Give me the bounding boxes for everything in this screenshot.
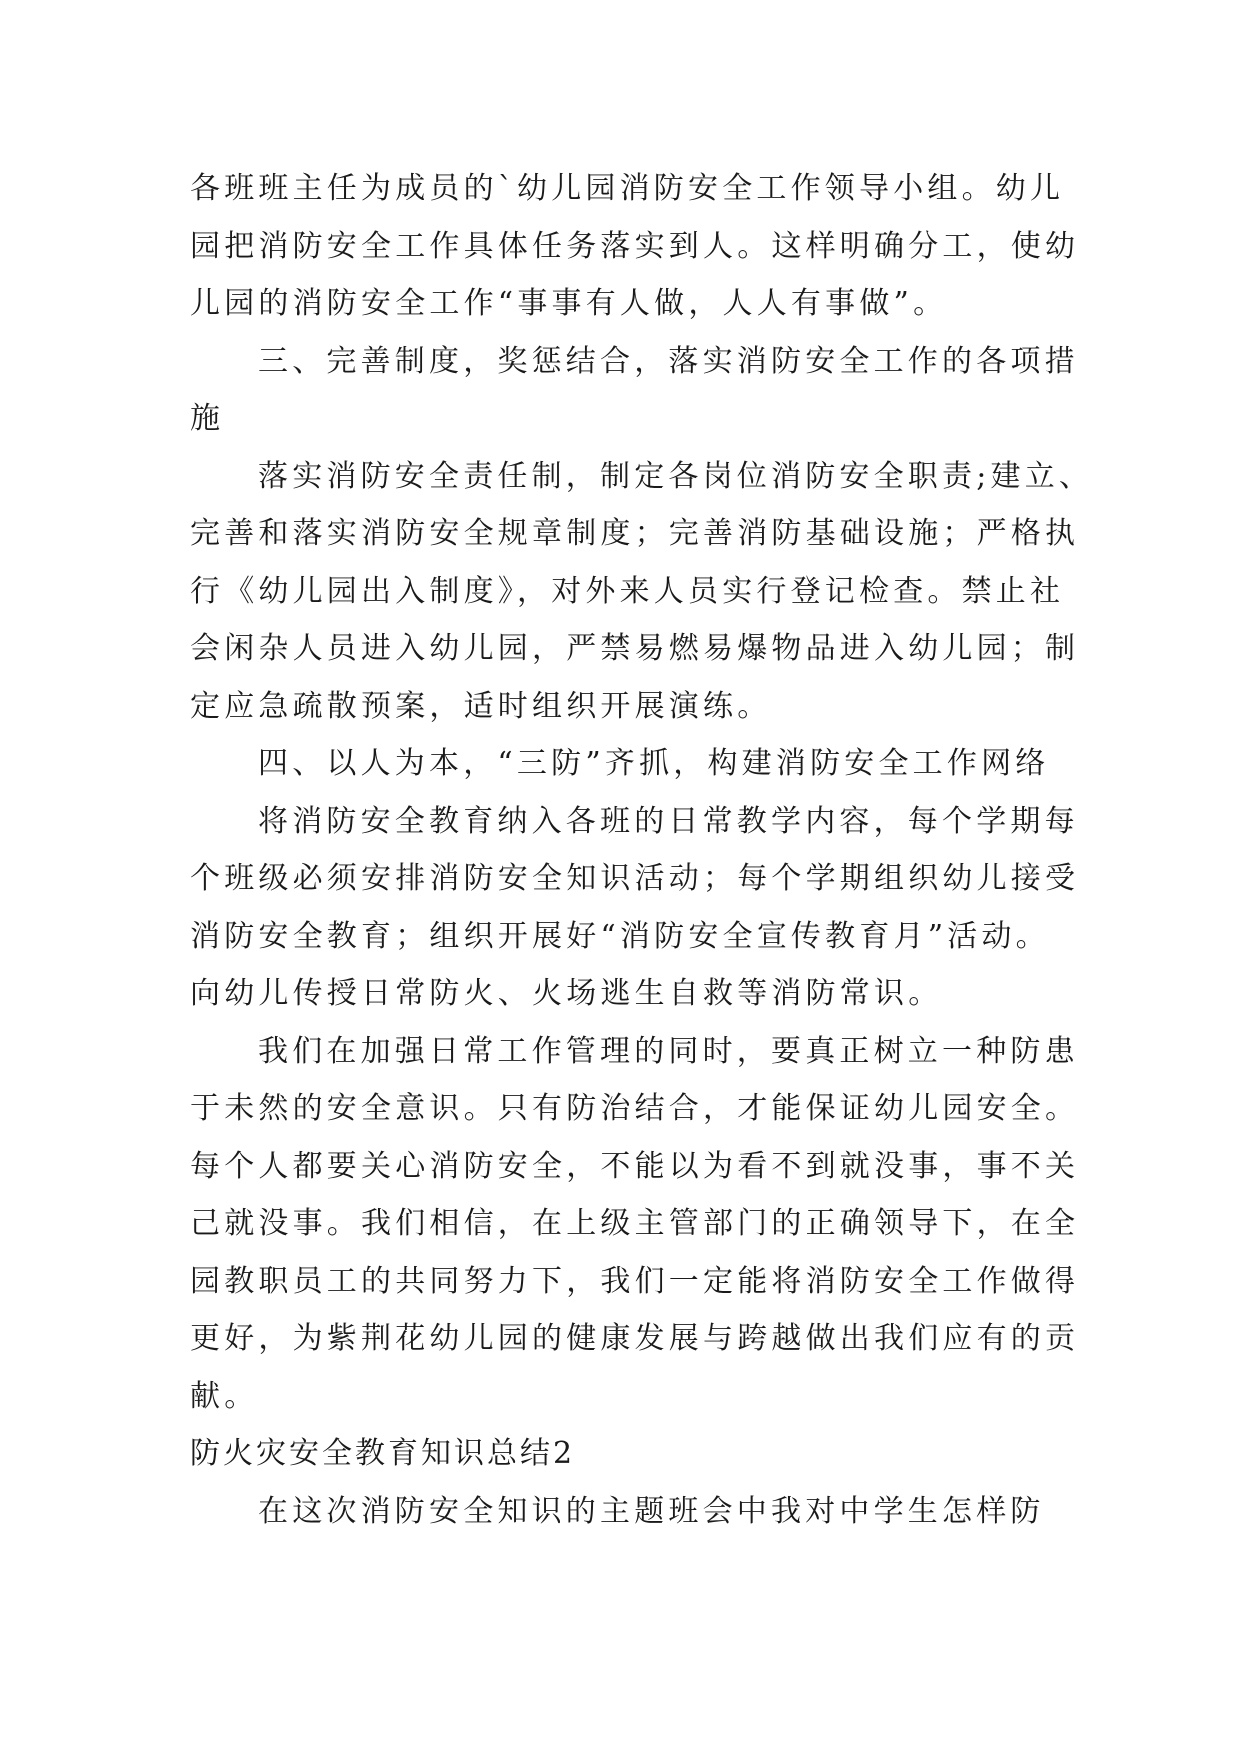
paragraph-line: 将消防安全教育纳入各班的日常教学内容，每个学期每 [258, 803, 1079, 839]
paragraph-line: 定应急疏散预案，适时组织开展演练。 [190, 688, 772, 724]
paragraph-line: 个班级必须安排消防安全知识活动；每个学期组织幼儿接受 [190, 861, 1080, 896]
paragraph-line: 行《幼儿园出入制度》，对外来人员实行登记检查。禁止社 [190, 573, 1065, 609]
document-body [190, 160, 1094, 1540]
paragraph-line: 我们在加强日常工作管理的同时，要真正树立一种防患 [258, 1033, 1079, 1069]
paragraph-line: 更好，为紫荆花幼儿园的健康发展与跨越做出我们应有的贡 [190, 1321, 1080, 1356]
paragraph-line: 消防安全教育；组织开展好“消防安全宣传教育月”活动。 [190, 918, 1050, 954]
document-title: 防火灾安全教育知识总结2 [190, 1436, 576, 1471]
paragraph-line: 各班班主任为成员的`幼儿园消防安全工作领导小组。幼儿 [190, 171, 1065, 206]
paragraph-line: 儿园的消防安全工作“事事有人做，人人有事做”。 [190, 286, 948, 321]
paragraph-line: 完善和落实消防安全规章制度；完善消防基础设施；严格执 [190, 516, 1080, 551]
section-heading-three: 三、完善制度，奖惩结合，落实消防安全工作的各项措 [258, 343, 1079, 379]
section-heading-three-continued: 施 [190, 401, 225, 436]
paragraph-line: 园教职员工的共同努力下，我们一定能将消防安全工作做得 [190, 1263, 1080, 1299]
paragraph-line: 己就没事。我们相信，在上级主管部门的正确领导下，在全 [190, 1206, 1080, 1241]
paragraph-line: 在这次消防安全知识的主题班会中我对中学生怎样防 [258, 1493, 1045, 1529]
paragraph-line: 于未然的安全意识。只有防治结合，才能保证幼儿园安全。 [190, 1091, 1080, 1126]
paragraph-line: 每个人都要关心消防安全，不能以为看不到就没事，事不关 [190, 1148, 1080, 1184]
paragraph-line: 向幼儿传授日常防火、火场逃生自救等消防常识。 [190, 976, 943, 1011]
paragraph-line: 会闲杂人员进入幼儿园，严禁易燃易爆物品进入幼儿园；制 [190, 631, 1080, 666]
paragraph-line: 落实消防安全责任制，制定各岗位消防安全职责;建立、 [258, 458, 1094, 494]
section-heading-four: 四、以人为本，“三防”齐抓，构建消防安全工作网络 [258, 746, 1050, 781]
paragraph-line: 园把消防安全工作具体任务落实到人。这样明确分工，使幼 [190, 228, 1080, 264]
paragraph-line: 献。 [190, 1378, 259, 1414]
